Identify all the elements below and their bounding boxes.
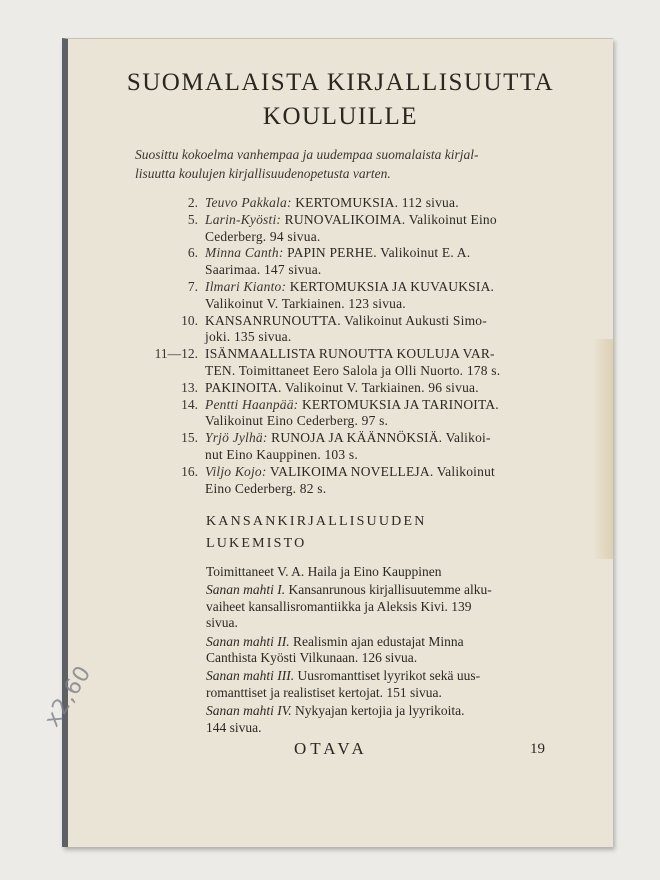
section2-text: Toimittaneet V. A. Haila ja Eino Kauppinen (206, 564, 442, 579)
section2-list (206, 564, 591, 736)
section2-line (206, 615, 591, 631)
section2-heading-1: KANSANKIRJALLISUUDEN (206, 514, 427, 529)
book-entry (118, 346, 558, 380)
entry-number: 16. (181, 463, 198, 479)
entry-number: 5. (187, 211, 198, 227)
book-entry (118, 430, 558, 464)
section2-line (206, 668, 591, 684)
entry-number: 11—12. (154, 346, 198, 362)
entry-author: Viljo Kojo: (205, 463, 267, 479)
section2-text: Kansanrunous kirjallisuutemme alku- (285, 582, 492, 598)
section2-line (206, 634, 591, 650)
entry-line (205, 464, 558, 481)
entry-line (205, 380, 558, 397)
entry-line (205, 447, 558, 464)
entry-number: 14. (181, 396, 198, 412)
book-entry (118, 313, 558, 347)
entry-text: Valikoinut Eino Cederberg. 97 s. (205, 413, 389, 429)
entry-line (205, 346, 558, 363)
section2-text: romanttiset ja realistiset kertojat. 151 sivua. (206, 684, 442, 700)
book-back-cover (62, 38, 613, 847)
entry-line (205, 262, 558, 279)
entry-line (205, 481, 558, 498)
page-number: 19 (530, 741, 545, 757)
section2-text: Canthista Kyösti Vilkunaan. 126 sivua. (206, 650, 418, 666)
publisher-name: OTAVA (294, 739, 368, 758)
entry-author: Teuvo Pakkala: (205, 195, 292, 210)
entry-line (205, 212, 558, 229)
cover-content (68, 39, 613, 847)
entry-text: Eino Cederberg. 82 s. (205, 480, 327, 496)
entry-text: VALIKOIMA NOVELLEJA. Valikoinut (266, 463, 495, 479)
section2-line (206, 564, 591, 580)
volume-title: Sanan mahti II. (206, 633, 290, 649)
entry-number: 15. (181, 430, 198, 446)
section2-text: sivua. (206, 615, 238, 631)
entry-text: KERTOMUKSIA JA TARINOITA. (298, 396, 499, 412)
section2-text: 144 sivua. (206, 719, 262, 735)
entry-text: Valikoinut V. Tarkiainen. 123 sivua. (205, 295, 406, 311)
entry-text: ISÄNMAALLISTA RUNOUTTA KOULUJA VAR- (205, 346, 495, 362)
entry-line (205, 296, 558, 313)
entry-author: Pentti Haanpää: (205, 396, 299, 412)
entry-text: RUNOVALIKOIMA. Valikoinut Eino (281, 211, 497, 227)
section2-text: vaiheet kansallisromantiikka ja Aleksis Kivi. 139 (206, 598, 472, 614)
intro-line-1: Suosittu kokoelma vanhempaa ja uudempaa suomalaista kirjal- (135, 147, 479, 162)
entry-line (205, 313, 558, 330)
book-list (118, 195, 558, 497)
entry-line (205, 279, 558, 296)
book-entry (118, 464, 558, 498)
entry-number: 6. (187, 245, 198, 261)
entry-number: 10. (181, 312, 198, 328)
entry-number: 2. (187, 195, 198, 210)
entry-text: nut Eino Kauppinen. 103 s. (205, 446, 358, 462)
section2-line (206, 703, 591, 719)
entry-text: Cederberg. 94 sivua. (205, 228, 321, 244)
entry-line (205, 397, 558, 414)
intro-line-2: lisuutta koulujen kirjallisuudenopetusta varten. (135, 166, 391, 181)
section2-text: Uusromanttiset lyyrikot sekä uus- (294, 668, 481, 684)
entry-text: TEN. Toimittaneet Eero Salola ja Olli Nuorto. 178 s. (205, 362, 501, 378)
entry-text: Saarimaa. 147 sivua. (205, 262, 322, 278)
section2-heading-2: LUKEMISTO (206, 536, 307, 551)
entry-text: joki. 135 sivua. (205, 329, 292, 345)
entry-text: KANSANRUNOUTTA. Valikoinut Aukusti Simo- (205, 312, 487, 328)
entry-line (205, 430, 558, 447)
entry-number: 13. (181, 379, 198, 395)
section2-line (206, 685, 591, 701)
section2-line (206, 599, 591, 615)
entry-number: 7. (187, 278, 198, 294)
entry-author: Ilmari Kianto: (205, 278, 287, 294)
entry-author: Yrjö Jylhä: (205, 430, 268, 446)
section2-text: Nykyajan kertojia ja lyyrikoita. (291, 703, 465, 719)
entry-text: PAPIN PERHE. Valikoinut E. A. (283, 245, 471, 261)
book-entry (118, 245, 558, 279)
book-entry (118, 279, 558, 313)
entry-text: RUNOJA JA KÄÄNNÖKSIÄ. Valikoi- (267, 430, 491, 446)
book-entry (118, 212, 558, 246)
book-entry (118, 380, 558, 397)
entry-line (205, 413, 558, 430)
entry-text: KERTOMUKSIA. 112 sivua. (291, 195, 459, 210)
entry-author: Larin-Kyösti: (205, 211, 282, 227)
entry-line (205, 229, 558, 246)
entry-text: PAKINOITA. Valikoinut V. Tarkiainen. 96 sivua. (205, 379, 479, 395)
entry-line (205, 329, 558, 346)
book-entry (118, 397, 558, 431)
entry-line (205, 245, 558, 262)
section2-line (206, 650, 591, 666)
volume-title: Sanan mahti I. (206, 582, 286, 598)
title-line-1: SUOMALAISTA KIRJALLISUUTTA (126, 69, 555, 96)
entry-text: KERTOMUKSIA JA KUVAUKSIA. (286, 278, 495, 294)
section2-text: Realismin ajan edustajat Minna (289, 633, 464, 649)
volume-title: Sanan mahti IV. (206, 703, 292, 719)
title-line-2: KOULUILLE (262, 103, 419, 130)
entry-line (205, 363, 558, 380)
section2-line (206, 720, 591, 736)
entry-line (205, 195, 558, 212)
section2-line (206, 582, 591, 598)
volume-title: Sanan mahti III. (206, 668, 295, 684)
pencil-price-note: x2,60 (40, 661, 97, 732)
book-entry (118, 195, 558, 212)
entry-author: Minna Canth: (205, 245, 284, 261)
